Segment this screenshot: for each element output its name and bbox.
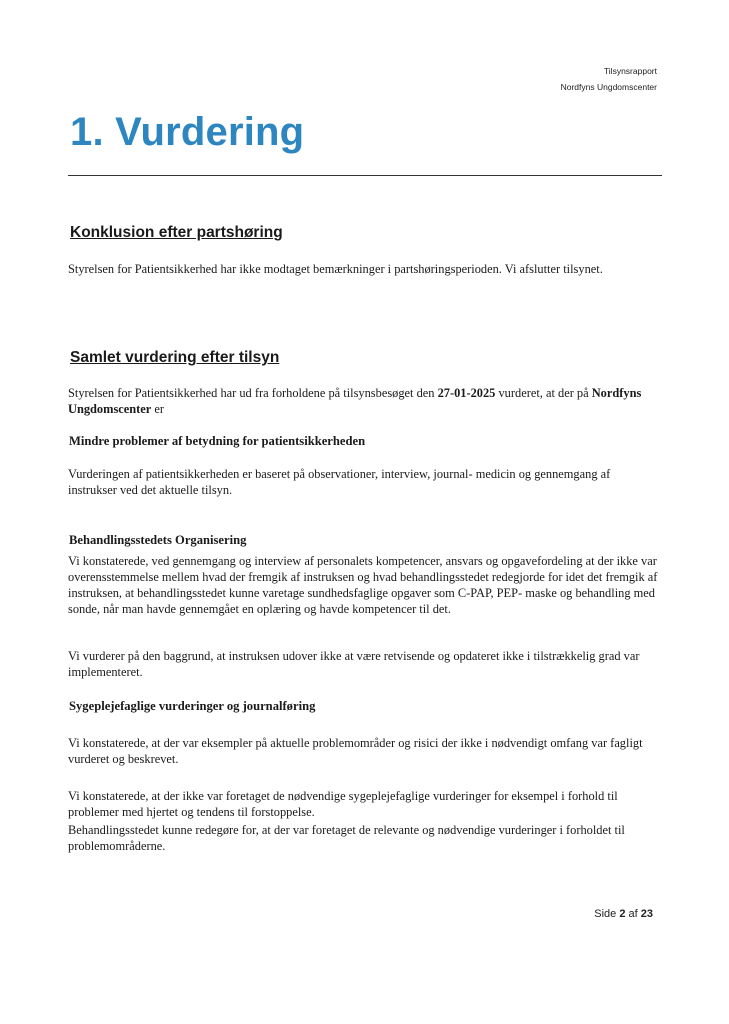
basis-text: Vurderingen af patientsikkerheden er baseret på observationer, interview, journal- medicin og gennemgang af instrukser ved det aktuelle tilsyn. (68, 467, 611, 497)
organisering-text-1: Vi konstaterede, ved gennemgang og interview af personalets kompetencer, ansvars og opgavefordeling at der ikke var overensstemmelse mellem hvad der fremgik af instruksen og hvad behandlingsstedet redegjorde for idet det fremgik af instruksen, at behandlingsstedet kunne varetage sundhedsfaglige opgaver som C-PAP, PEP- maske og behandling med sonde, når man havde gennemgået en oplæring og havde kompetencer til det. (68, 554, 658, 616)
header-institution: Nordfyns Ungdomscenter (560, 82, 657, 92)
header-report-type: Tilsynsrapport (603, 66, 657, 76)
page-title: 1. Vurdering (70, 110, 305, 154)
page-number-prefix: Side (594, 908, 620, 920)
page-number-of: af (625, 908, 641, 920)
sygepleje-text-2: Vi konstaterede, at der ikke var foretaget de nødvendige sygeplejefaglige vurderinger for eksempel i forhold til problemer med hjertet og tendens til forstoppelse. (68, 789, 618, 819)
current-page: 2 (619, 908, 626, 920)
konklusion-text: Styrelsen for Patientsikkerhed har ikke modtaget bemærkninger i partshøringsperioden. Vi afslutter tilsynet. (68, 262, 603, 276)
sygepleje-text-3: Behandlingsstedet kunne redegøre for, at der var foretaget de relevante og nødvendige vurderinger i forholdet til problemområderne. (68, 823, 625, 853)
section-heading-samlet: Samlet vurdering efter tilsyn (70, 349, 280, 366)
intro-text-middle: vurderet, at der på (495, 386, 592, 400)
institution-name: Nordfyns Ungdomscenter (68, 386, 642, 416)
title-divider (68, 175, 662, 176)
sygepleje-text-1: Vi konstaterede, at der var eksempler på aktuelle problemområder og risici der ikke i nødvendigt omfang var fagligt vurderet og beskrevet. (68, 736, 643, 766)
total-pages: 23 (640, 908, 653, 920)
inspection-date: 27-01-2025 (437, 386, 496, 400)
samlet-intro (68, 385, 658, 417)
sygepleje-heading: Sygeplejefaglige vurderinger og journalføring (69, 699, 316, 713)
section-heading-konklusion: Konklusion efter partshøring (70, 224, 283, 241)
organisering-heading: Behandlingsstedets Organisering (69, 533, 247, 547)
conclusion-heading: Mindre problemer af betydning for patientsikkerheden (69, 434, 366, 448)
page-number (594, 908, 653, 920)
organisering-text-2: Vi vurderer på den baggrund, at instruksen udover ikke at være retvisende og opdateret ikke i tilstrækkelig grad var implementeret. (68, 649, 640, 679)
intro-text-start: Styrelsen for Patientsikkerhed har ud fra forholdene på tilsynsbesøget den (68, 386, 438, 400)
intro-text-end: er (151, 402, 165, 416)
